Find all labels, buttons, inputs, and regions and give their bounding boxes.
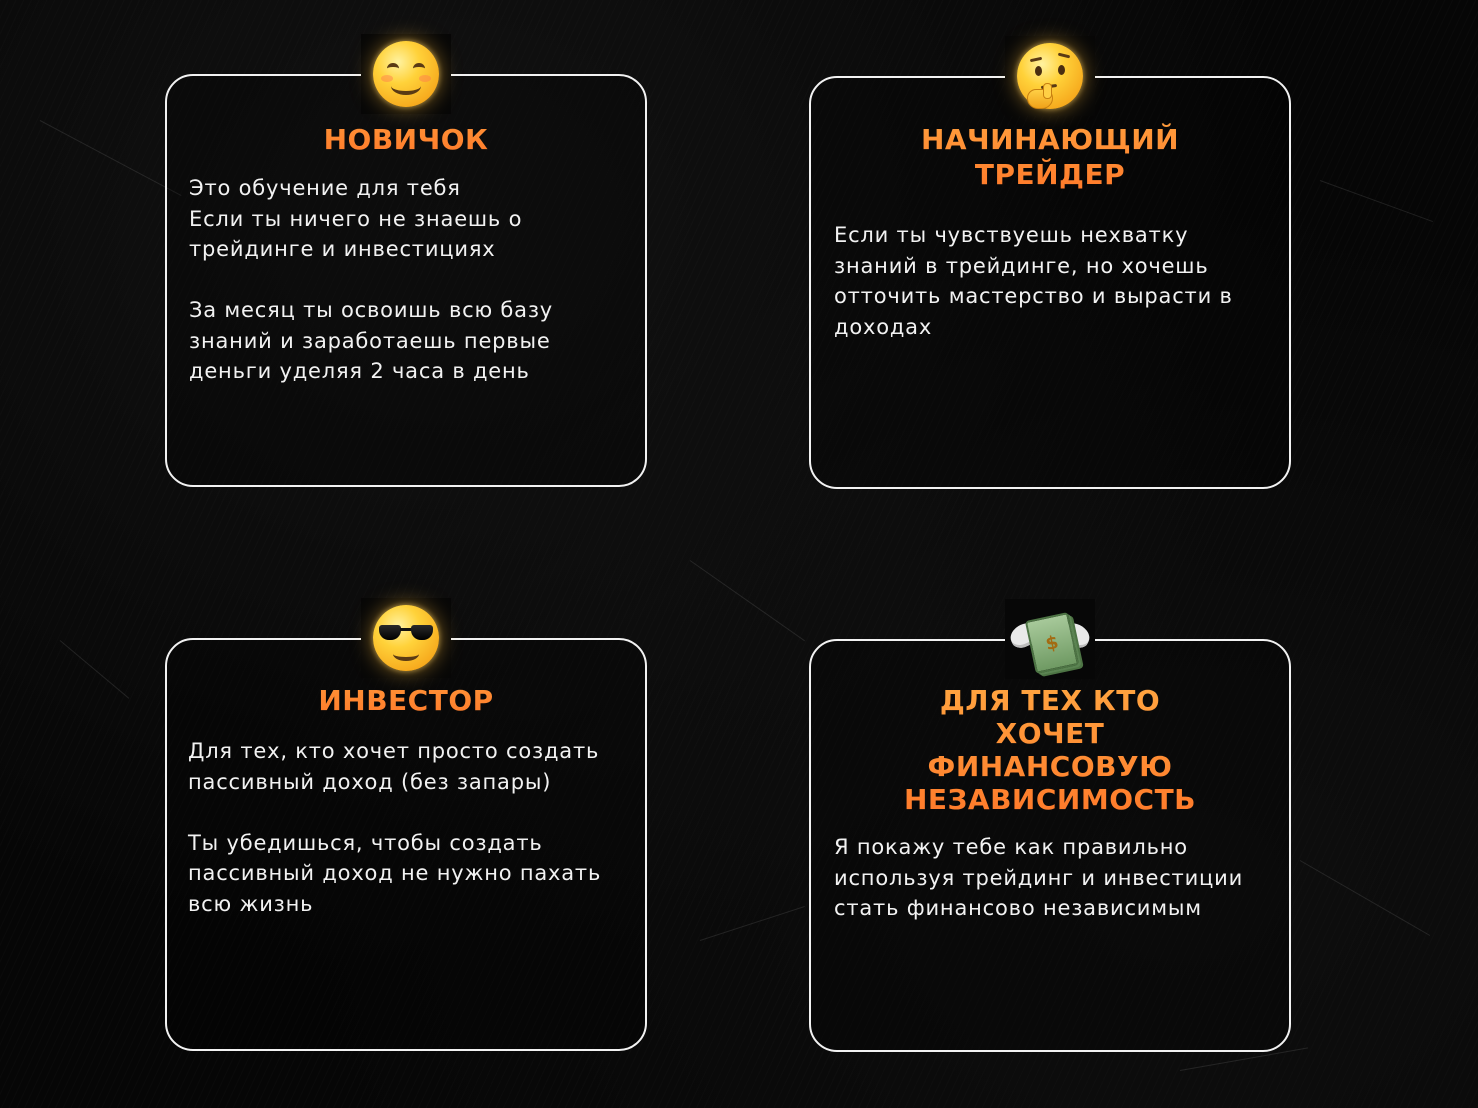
card-description: Это обучение для тебя Если ты ничего не знаешь о трейдинге и инвестициях За месяц ты освоишь всю базу знаний и заработаешь первые деньги уделяя 2 часа в день: [189, 176, 554, 383]
card-description: Я покажу тебе как правильно используя трейдинг и инвестиции стать финансово независимым: [834, 835, 1244, 920]
card-title: ИНВЕСТОР: [167, 640, 645, 718]
card-description: Для тех, кто хочет просто создать пассивный доход (без запары) Ты убедишься, чтобы создать пассивный доход не нужно пахать всю жизнь: [188, 739, 602, 916]
card-title: НАЧИНАЮЩИЙ ТРЕЙДЕР: [811, 78, 1289, 192]
smiling-face-icon: [373, 41, 439, 107]
money-with-wings-icon: $: [1010, 606, 1090, 672]
card-beginner-trader: [809, 76, 1291, 489]
card-novice: [165, 74, 647, 487]
card-title: ДЛЯ ТЕХ КТО ХОЧЕТ ФИНАНСОВУЮ НЕЗАВИСИМОСТЬ: [811, 641, 1289, 816]
thinking-face-icon: [1017, 43, 1083, 109]
card-emoji-badge: [1005, 599, 1095, 679]
card-emoji-badge: [361, 34, 451, 114]
card-title: НОВИЧОК: [167, 76, 645, 157]
card-emoji-badge: [361, 598, 451, 678]
card-emoji-badge: [1005, 36, 1095, 116]
sunglasses-face-icon: [373, 605, 439, 671]
card-description: Если ты чувствуешь нехватку знаний в трейдинге, но хочешь отточить мастерство и вырасти в доходах: [834, 223, 1233, 339]
card-financial-independence: [809, 631, 1291, 1052]
card-investor: [165, 638, 647, 1051]
